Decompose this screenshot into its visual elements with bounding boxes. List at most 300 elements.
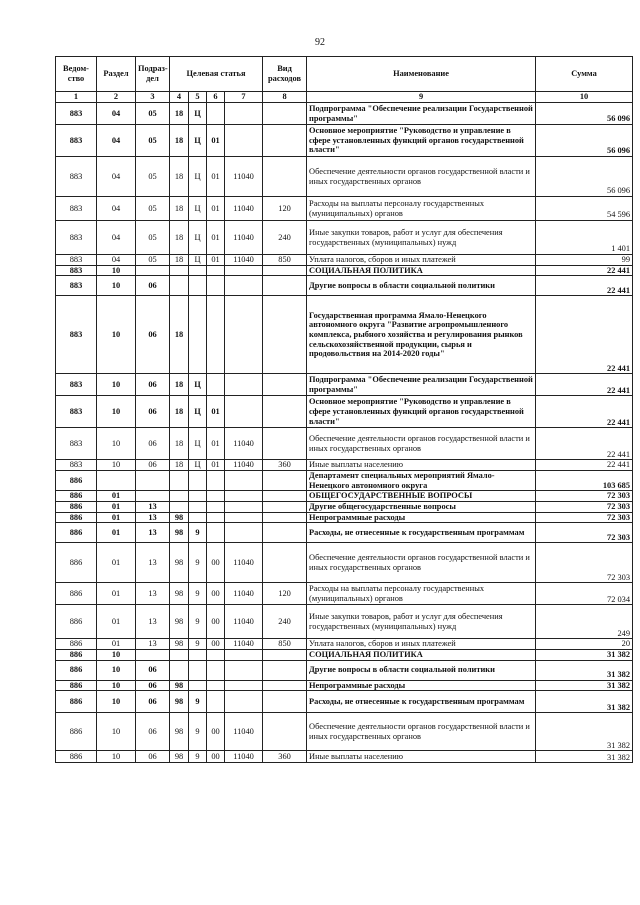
subprogram-code: Ц [189, 255, 207, 266]
subprogram-code: 9 [189, 691, 207, 713]
expense-type-code: 360 [263, 460, 307, 471]
item-sum: 31 382 [536, 680, 633, 691]
item-sum: 31 382 [536, 691, 633, 713]
column-number: 9 [307, 92, 536, 103]
subprogram-code: Ц [189, 197, 207, 221]
table-row [56, 255, 633, 266]
direction-code: 11040 [225, 583, 263, 605]
dept-code: 886 [56, 605, 97, 639]
item-sum: 22 441 [536, 396, 633, 428]
item-sum: 20 [536, 639, 633, 650]
direction-code [225, 103, 263, 125]
item-sum: 72 303 [536, 512, 633, 523]
dept-code: 886 [56, 543, 97, 583]
activity-code [207, 523, 225, 543]
program-code: 18 [170, 374, 189, 396]
section-code: 10 [97, 265, 136, 276]
item-sum: 22 441 [536, 374, 633, 396]
direction-code: 11040 [225, 605, 263, 639]
subprogram-code: Ц [189, 428, 207, 460]
activity-code [207, 501, 225, 512]
item-name: Уплата налогов, сборов и иных платежей [307, 639, 536, 650]
direction-code: 11040 [225, 460, 263, 471]
subsection-code: 13 [136, 512, 170, 523]
subsection-code: 13 [136, 605, 170, 639]
expense-type-code [263, 265, 307, 276]
expense-type-code: 120 [263, 583, 307, 605]
program-code: 18 [170, 157, 189, 197]
subprogram-code: Ц [189, 221, 207, 255]
table-row [56, 713, 633, 751]
subsection-code: 13 [136, 501, 170, 512]
subprogram-code: 9 [189, 583, 207, 605]
item-name: Иные выплаты населению [307, 751, 536, 763]
table-row [56, 523, 633, 543]
item-sum: 72 303 [536, 523, 633, 543]
section-code: 04 [97, 157, 136, 197]
table-row [56, 265, 633, 276]
table-row [56, 125, 633, 157]
dept-code: 883 [56, 265, 97, 276]
section-code: 10 [97, 296, 136, 374]
activity-code [207, 660, 225, 680]
direction-code [225, 276, 263, 296]
direction-code [225, 649, 263, 660]
section-code: 10 [97, 428, 136, 460]
program-code: 98 [170, 543, 189, 583]
direction-code: 11040 [225, 428, 263, 460]
activity-code: 00 [207, 713, 225, 751]
direction-code: 11040 [225, 543, 263, 583]
subsection-code: 06 [136, 460, 170, 471]
column-number: 7 [225, 92, 263, 103]
subprogram-code [189, 470, 207, 490]
header-name: Наименование [307, 57, 536, 92]
section-code: 01 [97, 605, 136, 639]
expense-type-code: 240 [263, 221, 307, 255]
item-sum: 72 034 [536, 583, 633, 605]
program-code [170, 660, 189, 680]
activity-code: 01 [207, 197, 225, 221]
expense-type-code [263, 680, 307, 691]
item-sum: 103 685 [536, 470, 633, 490]
activity-code [207, 691, 225, 713]
item-name: Обеспечение деятельности органов государственной власти и иных государственных органов [307, 543, 536, 583]
column-number: 10 [536, 92, 633, 103]
subsection-code: 06 [136, 428, 170, 460]
direction-code: 11040 [225, 713, 263, 751]
budget-table [55, 56, 633, 763]
section-code: 10 [97, 680, 136, 691]
dept-code: 883 [56, 276, 97, 296]
item-sum: 72 303 [536, 501, 633, 512]
expense-type-code [263, 374, 307, 396]
column-number: 1 [56, 92, 97, 103]
subsection-code: 06 [136, 751, 170, 763]
expense-type-code [263, 501, 307, 512]
subprogram-code: 9 [189, 639, 207, 650]
item-sum: 22 441 [536, 296, 633, 374]
header-department: Ведом-ство [56, 57, 97, 92]
program-code: 98 [170, 713, 189, 751]
activity-code [207, 512, 225, 523]
dept-code: 883 [56, 296, 97, 374]
dept-code: 883 [56, 428, 97, 460]
table-row [56, 103, 633, 125]
section-code: 01 [97, 543, 136, 583]
dept-code: 886 [56, 491, 97, 502]
dept-code: 886 [56, 691, 97, 713]
table-row [56, 374, 633, 396]
item-name: Основное мероприятие "Руководство и управление в сфере установленных функций органов государственной власти" [307, 396, 536, 428]
expense-type-code [263, 691, 307, 713]
subprogram-code [189, 660, 207, 680]
table-row [56, 221, 633, 255]
direction-code [225, 125, 263, 157]
subsection-code: 13 [136, 543, 170, 583]
subsection-code [136, 470, 170, 490]
activity-code: 00 [207, 639, 225, 650]
item-name: Подпрограмма "Обеспечение реализации Государственной программы" [307, 374, 536, 396]
program-code [170, 649, 189, 660]
direction-code: 11040 [225, 197, 263, 221]
subsection-code: 05 [136, 157, 170, 197]
subprogram-code: Ц [189, 125, 207, 157]
program-code [170, 265, 189, 276]
item-name: Уплата налогов, сборов и иных платежей [307, 255, 536, 266]
table-row [56, 512, 633, 523]
dept-code: 886 [56, 639, 97, 650]
dept-code: 886 [56, 713, 97, 751]
dept-code: 886 [56, 751, 97, 763]
table-row [56, 396, 633, 428]
subprogram-code [189, 680, 207, 691]
expense-type-code [263, 512, 307, 523]
direction-code: 11040 [225, 255, 263, 266]
item-sum: 31 382 [536, 660, 633, 680]
direction-code [225, 265, 263, 276]
activity-code: 01 [207, 460, 225, 471]
subsection-code: 05 [136, 103, 170, 125]
direction-code: 11040 [225, 751, 263, 763]
direction-code [225, 660, 263, 680]
subsection-code: 13 [136, 523, 170, 543]
item-sum: 72 303 [536, 491, 633, 502]
item-name: Другие вопросы в области социальной политики [307, 660, 536, 680]
direction-code [225, 396, 263, 428]
subsection-code: 06 [136, 680, 170, 691]
program-code: 18 [170, 197, 189, 221]
section-code: 01 [97, 583, 136, 605]
section-code: 04 [97, 103, 136, 125]
program-code: 18 [170, 460, 189, 471]
expense-type-code [263, 470, 307, 490]
subprogram-code [189, 501, 207, 512]
table-row [56, 470, 633, 490]
section-code: 01 [97, 501, 136, 512]
item-name: Непрограммные расходы [307, 680, 536, 691]
table-row [56, 296, 633, 374]
subsection-code [136, 491, 170, 502]
expense-type-code [263, 296, 307, 374]
item-name: Обеспечение деятельности органов государственной власти и иных государственных органов [307, 713, 536, 751]
item-sum: 54 596 [536, 197, 633, 221]
direction-code [225, 691, 263, 713]
subprogram-code: 9 [189, 523, 207, 543]
subprogram-code: Ц [189, 374, 207, 396]
subsection-code [136, 649, 170, 660]
section-code: 10 [97, 691, 136, 713]
expense-type-code [263, 660, 307, 680]
direction-code [225, 374, 263, 396]
activity-code [207, 296, 225, 374]
expense-type-code: 360 [263, 751, 307, 763]
subsection-code: 06 [136, 660, 170, 680]
section-code: 10 [97, 649, 136, 660]
table-row [56, 197, 633, 221]
subsection-code: 06 [136, 396, 170, 428]
item-sum: 56 096 [536, 103, 633, 125]
item-sum: 249 [536, 605, 633, 639]
subsection-code: 06 [136, 691, 170, 713]
expense-type-code: 120 [263, 197, 307, 221]
subsection-code: 05 [136, 197, 170, 221]
item-name: Департамент специальных мероприятий Ямало-Ненецкого автономного округа [307, 470, 536, 490]
program-code: 18 [170, 103, 189, 125]
item-sum: 56 096 [536, 157, 633, 197]
program-code: 98 [170, 583, 189, 605]
dept-code: 883 [56, 255, 97, 266]
column-number: 4 [170, 92, 189, 103]
item-sum: 72 303 [536, 543, 633, 583]
expense-type-code [263, 543, 307, 583]
direction-code [225, 523, 263, 543]
subsection-code: 13 [136, 639, 170, 650]
activity-code: 00 [207, 605, 225, 639]
section-code: 01 [97, 639, 136, 650]
item-sum: 31 382 [536, 713, 633, 751]
section-code: 10 [97, 751, 136, 763]
item-sum: 22 441 [536, 460, 633, 471]
item-sum: 56 096 [536, 125, 633, 157]
expense-type-code [263, 157, 307, 197]
table-row [56, 605, 633, 639]
dept-code: 886 [56, 649, 97, 660]
activity-code: 01 [207, 255, 225, 266]
section-code: 04 [97, 125, 136, 157]
program-code: 98 [170, 512, 189, 523]
activity-code [207, 276, 225, 296]
expense-type-code: 850 [263, 639, 307, 650]
dept-code: 883 [56, 460, 97, 471]
header-row [56, 57, 633, 92]
subprogram-code [189, 265, 207, 276]
table-row [56, 691, 633, 713]
subsection-code: 13 [136, 583, 170, 605]
subprogram-code: Ц [189, 460, 207, 471]
table-row [56, 428, 633, 460]
activity-code: 01 [207, 125, 225, 157]
item-name: Государственная программа Ямало-Ненецкого автономного округа "Развитие агропромышленного комплекса, рыбного хозяйства и регулирования рынков сельскохозяйственной продукции, сырья и продовольствия на 2014-2020 годы" [307, 296, 536, 374]
dept-code: 883 [56, 374, 97, 396]
item-sum: 1 401 [536, 221, 633, 255]
direction-code [225, 491, 263, 502]
activity-code: 00 [207, 543, 225, 583]
program-code: 98 [170, 523, 189, 543]
program-code: 18 [170, 428, 189, 460]
activity-code: 00 [207, 751, 225, 763]
subprogram-code: Ц [189, 396, 207, 428]
activity-code: 01 [207, 396, 225, 428]
table-row [56, 543, 633, 583]
activity-code [207, 103, 225, 125]
item-name: Иные закупки товаров, работ и услуг для обеспечения государственных (муниципальных) нужд [307, 605, 536, 639]
dept-code: 886 [56, 512, 97, 523]
dept-code: 883 [56, 157, 97, 197]
direction-code [225, 501, 263, 512]
table-row [56, 660, 633, 680]
page-number: 92 [315, 37, 325, 48]
subsection-code: 05 [136, 255, 170, 266]
section-code: 04 [97, 255, 136, 266]
section-code: 04 [97, 221, 136, 255]
subprogram-code [189, 296, 207, 374]
dept-code: 883 [56, 103, 97, 125]
activity-code: 01 [207, 221, 225, 255]
expense-type-code [263, 523, 307, 543]
dept-code: 886 [56, 501, 97, 512]
direction-code [225, 680, 263, 691]
direction-code [225, 470, 263, 490]
subsection-code [136, 265, 170, 276]
direction-code: 11040 [225, 157, 263, 197]
subsection-code: 06 [136, 374, 170, 396]
subprogram-code [189, 512, 207, 523]
table-row [56, 639, 633, 650]
expense-type-code: 240 [263, 605, 307, 639]
direction-code: 11040 [225, 639, 263, 650]
header-section: Раздел [97, 57, 136, 92]
program-code [170, 491, 189, 502]
section-code: 10 [97, 460, 136, 471]
table-row [56, 751, 633, 763]
subprogram-code: 9 [189, 713, 207, 751]
direction-code [225, 512, 263, 523]
section-code: 01 [97, 523, 136, 543]
program-code: 98 [170, 751, 189, 763]
expense-type-code [263, 103, 307, 125]
expense-type-code [263, 276, 307, 296]
section-code: 01 [97, 512, 136, 523]
table-row [56, 583, 633, 605]
item-sum: 22 441 [536, 428, 633, 460]
item-name: Расходы, не отнесенные к государственным программам [307, 691, 536, 713]
activity-code: 00 [207, 583, 225, 605]
subprogram-code: Ц [189, 157, 207, 197]
program-code: 18 [170, 296, 189, 374]
dept-code: 886 [56, 680, 97, 691]
subsection-code: 05 [136, 221, 170, 255]
subsection-code: 06 [136, 713, 170, 751]
item-name: Иные выплаты населению [307, 460, 536, 471]
item-name: Иные закупки товаров, работ и услуг для обеспечения государственных (муниципальных) нужд [307, 221, 536, 255]
item-name: Расходы, не отнесенные к государственным программам [307, 523, 536, 543]
expense-type-code [263, 125, 307, 157]
item-name: Подпрограмма "Обеспечение реализации Государственной программы" [307, 103, 536, 125]
section-code: 10 [97, 713, 136, 751]
activity-code: 01 [207, 428, 225, 460]
activity-code [207, 470, 225, 490]
direction-code: 11040 [225, 221, 263, 255]
section-code: 10 [97, 374, 136, 396]
dept-code: 886 [56, 583, 97, 605]
section-code: 10 [97, 660, 136, 680]
expense-type-code [263, 713, 307, 751]
subprogram-code [189, 276, 207, 296]
subsection-code: 06 [136, 276, 170, 296]
program-code: 98 [170, 605, 189, 639]
header-number-row [56, 92, 633, 103]
item-name: Непрограммные расходы [307, 512, 536, 523]
direction-code [225, 296, 263, 374]
activity-code: 01 [207, 157, 225, 197]
program-code: 18 [170, 396, 189, 428]
dept-code: 883 [56, 125, 97, 157]
table-row [56, 460, 633, 471]
table-row [56, 157, 633, 197]
item-name: Обеспечение деятельности органов государственной власти и иных государственных органов [307, 428, 536, 460]
column-number: 2 [97, 92, 136, 103]
section-code: 01 [97, 491, 136, 502]
item-sum: 22 441 [536, 265, 633, 276]
subprogram-code: 9 [189, 605, 207, 639]
expense-type-code [263, 396, 307, 428]
item-name: ОБЩЕГОСУДАРСТВЕННЫЕ ВОПРОСЫ [307, 491, 536, 502]
dept-code: 886 [56, 523, 97, 543]
item-name: СОЦИАЛЬНАЯ ПОЛИТИКА [307, 265, 536, 276]
dept-code: 883 [56, 221, 97, 255]
dept-code: 886 [56, 470, 97, 490]
item-name: Основное мероприятие "Руководство и управление в сфере установленных функций органов государственной власти" [307, 125, 536, 157]
expense-type-code [263, 428, 307, 460]
column-number: 6 [207, 92, 225, 103]
item-name: Расходы на выплаты персоналу государственных (муниципальных) органов [307, 583, 536, 605]
section-code: 10 [97, 396, 136, 428]
table-row [56, 649, 633, 660]
item-name: Обеспечение деятельности органов государственной власти и иных государственных органов [307, 157, 536, 197]
program-code: 18 [170, 125, 189, 157]
table-row [56, 491, 633, 502]
column-number: 8 [263, 92, 307, 103]
section-code: 04 [97, 197, 136, 221]
expense-type-code: 850 [263, 255, 307, 266]
subprogram-code: Ц [189, 103, 207, 125]
expense-type-code [263, 649, 307, 660]
header-expense-type: Вид расходов [263, 57, 307, 92]
activity-code [207, 491, 225, 502]
subprogram-code: 9 [189, 751, 207, 763]
program-code: 18 [170, 221, 189, 255]
dept-code: 886 [56, 660, 97, 680]
program-code: 98 [170, 691, 189, 713]
activity-code [207, 680, 225, 691]
program-code [170, 276, 189, 296]
item-name: Другие общегосударственные вопросы [307, 501, 536, 512]
item-name: СОЦИАЛЬНАЯ ПОЛИТИКА [307, 649, 536, 660]
subprogram-code [189, 491, 207, 502]
header-subsection: Подраз-дел [136, 57, 170, 92]
activity-code [207, 649, 225, 660]
